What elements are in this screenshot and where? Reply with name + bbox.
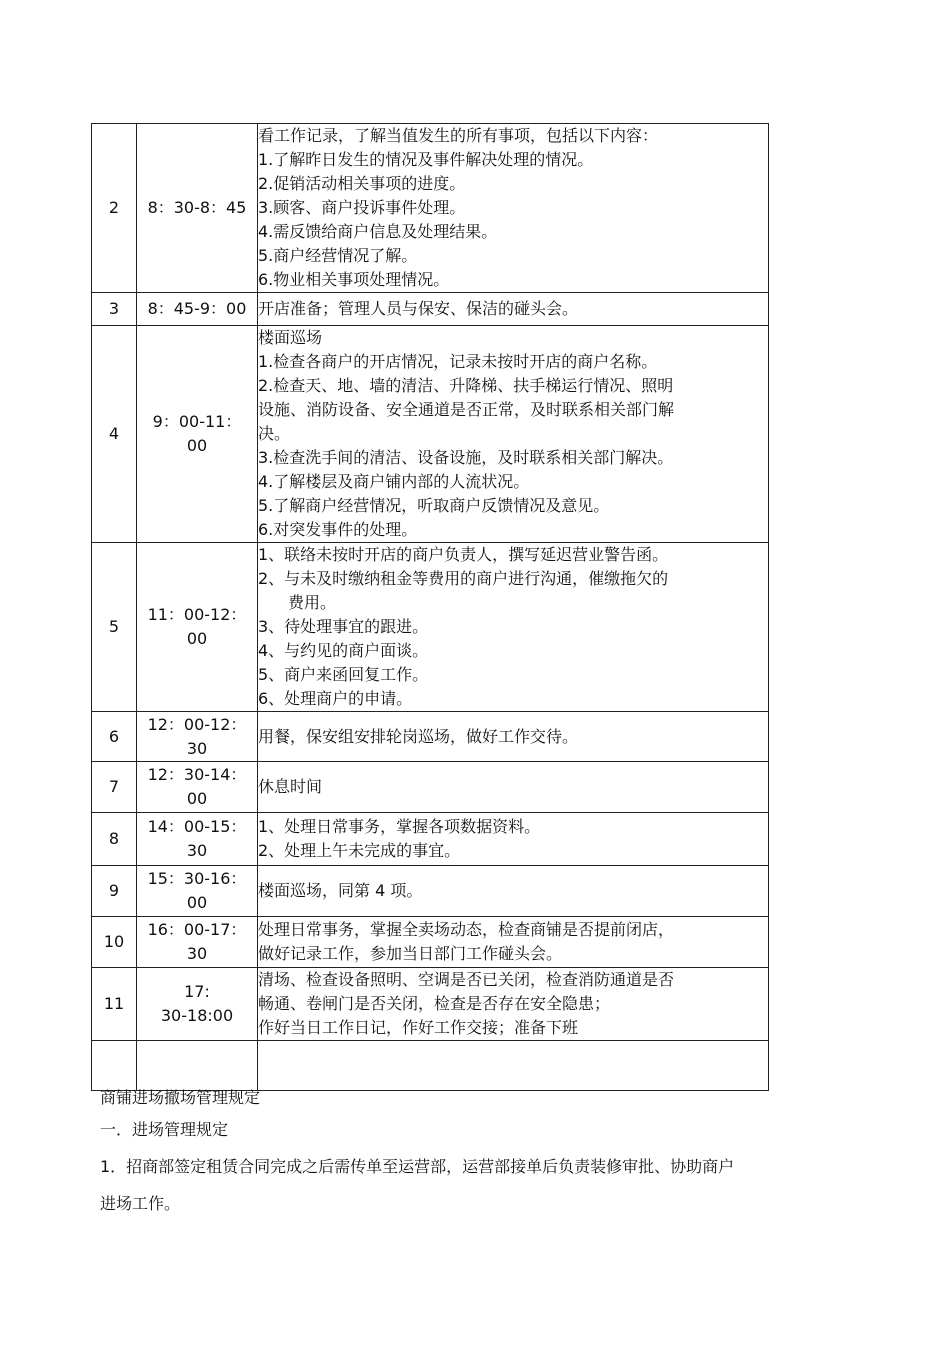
task-line: 3.检查洗手间的清洁、设备设施，及时联系相关部门解决。 bbox=[258, 448, 674, 467]
time-line: 00 bbox=[186, 436, 208, 455]
task-line: 2.促销活动相关事项的进度。 bbox=[258, 174, 466, 193]
task-line: 2.检查天、地、墙的清洁、升降梯、扶手梯运行情况、照明 bbox=[258, 376, 674, 395]
task-line: 决。 bbox=[258, 424, 291, 443]
task-description-cell bbox=[258, 917, 769, 968]
task-line: 5、商户来函回复工作。 bbox=[258, 665, 429, 684]
task-line: 楼面巡场 bbox=[258, 328, 323, 347]
task-line: 楼面巡场，同第 4 项。 bbox=[258, 881, 423, 900]
time-line: 30-18:00 bbox=[160, 1006, 234, 1025]
table-row bbox=[92, 1041, 769, 1091]
row-number-cell: 8 bbox=[92, 813, 137, 866]
task-description-cell bbox=[258, 326, 769, 543]
section-heading: 一．进场管理规定 bbox=[100, 1120, 229, 1139]
time-line: 8：45-9：00 bbox=[147, 299, 247, 318]
task-line: 费用。 bbox=[288, 593, 337, 612]
daily-schedule-table bbox=[91, 123, 769, 1091]
table-row bbox=[92, 762, 769, 813]
time-line: 9：00-11： bbox=[152, 412, 242, 431]
task-line: 5.了解商户经营情况，听取商户反馈情况及意见。 bbox=[258, 496, 610, 515]
task-line: 1.检查各商户的开店情况，记录未按时开店的商户名称。 bbox=[258, 352, 658, 371]
document-heading: 商铺进场撤场管理规定 bbox=[100, 1088, 261, 1107]
time-line: 00 bbox=[186, 893, 208, 912]
table-row bbox=[92, 813, 769, 866]
time-line: 17: bbox=[184, 982, 210, 1001]
task-description-cell bbox=[258, 762, 769, 813]
row-number-cell bbox=[92, 1041, 137, 1091]
time-range-cell bbox=[137, 866, 258, 917]
task-line: 3、待处理事宜的跟进。 bbox=[258, 617, 429, 636]
time-range-cell bbox=[137, 293, 258, 326]
row-number-cell: 4 bbox=[92, 326, 137, 543]
row-number-cell: 3 bbox=[92, 293, 137, 326]
row-number-cell: 6 bbox=[92, 712, 137, 762]
task-line: 3.顾客、商户投诉事件处理。 bbox=[258, 198, 466, 217]
time-range-cell bbox=[137, 712, 258, 762]
time-line: 14：00-15： bbox=[147, 817, 247, 836]
task-line: 5.商户经营情况了解。 bbox=[258, 246, 418, 265]
table-row bbox=[92, 968, 769, 1041]
time-range-cell bbox=[137, 543, 258, 712]
task-line: 作好当日工作日记，作好工作交接；准备下班 bbox=[258, 1018, 579, 1037]
task-description-cell bbox=[258, 712, 769, 762]
table-row bbox=[92, 866, 769, 917]
task-line: 做好记录工作，参加当日部门工作碰头会。 bbox=[258, 944, 563, 963]
time-range-cell bbox=[137, 813, 258, 866]
table-row bbox=[92, 326, 769, 543]
task-description-cell bbox=[258, 293, 769, 326]
task-line: 处理日常事务，掌握全卖场动态，检查商铺是否提前闭店， bbox=[258, 920, 675, 939]
time-line: 12：00-12： bbox=[147, 714, 247, 734]
table-row bbox=[92, 293, 769, 326]
time-line: 00 bbox=[186, 629, 208, 648]
row-number-cell: 9 bbox=[92, 866, 137, 917]
task-line: 1.了解昨日发生的情况及事件解决处理的情况。 bbox=[258, 150, 594, 169]
time-range-cell bbox=[137, 326, 258, 543]
task-line: 休息时间 bbox=[258, 777, 323, 796]
row-number-cell: 5 bbox=[92, 543, 137, 712]
task-line: 1、联络未按时开店的商户负责人，撰写延迟营业警告函。 bbox=[258, 545, 669, 564]
task-line: 6.对突发事件的处理。 bbox=[258, 520, 418, 539]
task-description-cell bbox=[258, 813, 769, 866]
time-line: 15：30-16： bbox=[147, 869, 247, 888]
task-line: 开店准备；管理人员与保安、保洁的碰头会。 bbox=[258, 299, 579, 318]
task-line: 设施、消防设备、安全通道是否正常，及时联系相关部门解 bbox=[258, 400, 675, 419]
task-line: 6.物业相关事项处理情况。 bbox=[258, 270, 450, 289]
time-line: 11：00-12： bbox=[147, 605, 247, 624]
task-line: 1、处理日常事务，掌握各项数据资料。 bbox=[258, 817, 541, 836]
task-line: 4.了解楼层及商户铺内部的人流状况。 bbox=[258, 472, 530, 491]
row-number-cell: 2 bbox=[92, 124, 137, 293]
task-description-cell bbox=[258, 1041, 769, 1091]
task-description-cell bbox=[258, 543, 769, 712]
task-line: 看工作记录，了解当值发生的所有事项，包括以下内容： bbox=[258, 126, 659, 145]
time-range-cell bbox=[137, 917, 258, 968]
task-line: 6、处理商户的申请。 bbox=[258, 689, 413, 708]
task-line: 畅通、卷闸门是否关闭，检查是否存在安全隐患； bbox=[258, 994, 611, 1013]
table-row bbox=[92, 712, 769, 762]
time-range-cell bbox=[137, 1041, 258, 1091]
row-number-cell: 11 bbox=[92, 968, 137, 1041]
time-range-cell bbox=[137, 968, 258, 1041]
task-line: 4.需反馈给商户信息及处理结果。 bbox=[258, 222, 498, 241]
time-line: 8：30-8：45 bbox=[147, 198, 247, 217]
table-row bbox=[92, 543, 769, 712]
row-number-cell: 10 bbox=[92, 917, 137, 968]
task-line: 2、处理上午未完成的事宜。 bbox=[258, 841, 461, 860]
time-range-cell bbox=[137, 124, 258, 293]
time-line: 12：30-14： bbox=[147, 765, 247, 784]
task-line: 2、与未及时缴纳租金等费用的商户进行沟通，催缴拖欠的 bbox=[258, 569, 669, 588]
paragraph-line-1: 1．招商部签定租赁合同完成之后需传单至运营部，运营部接单后负责装修审批、协助商户 bbox=[100, 1157, 735, 1176]
time-line: 30 bbox=[186, 841, 208, 860]
time-line: 30 bbox=[186, 738, 208, 758]
time-line: 00 bbox=[186, 789, 208, 808]
task-line: 清场、检查设备照明、空调是否已关闭，检查消防通道是否 bbox=[258, 970, 675, 989]
row-number-cell: 7 bbox=[92, 762, 137, 813]
time-range-cell bbox=[137, 762, 258, 813]
table-row bbox=[92, 917, 769, 968]
task-line: 用餐，保安组安排轮岗巡场，做好工作交待。 bbox=[258, 726, 579, 746]
task-description-cell bbox=[258, 866, 769, 917]
task-description-cell bbox=[258, 968, 769, 1041]
task-line: 4、与约见的商户面谈。 bbox=[258, 641, 429, 660]
time-line: 30 bbox=[186, 944, 208, 963]
table-row bbox=[92, 124, 769, 293]
task-description-cell bbox=[258, 124, 769, 293]
schedule-table-body bbox=[92, 124, 769, 1091]
paragraph-line-2: 进场工作。 bbox=[100, 1194, 181, 1213]
time-line: 16：00-17： bbox=[147, 920, 247, 939]
